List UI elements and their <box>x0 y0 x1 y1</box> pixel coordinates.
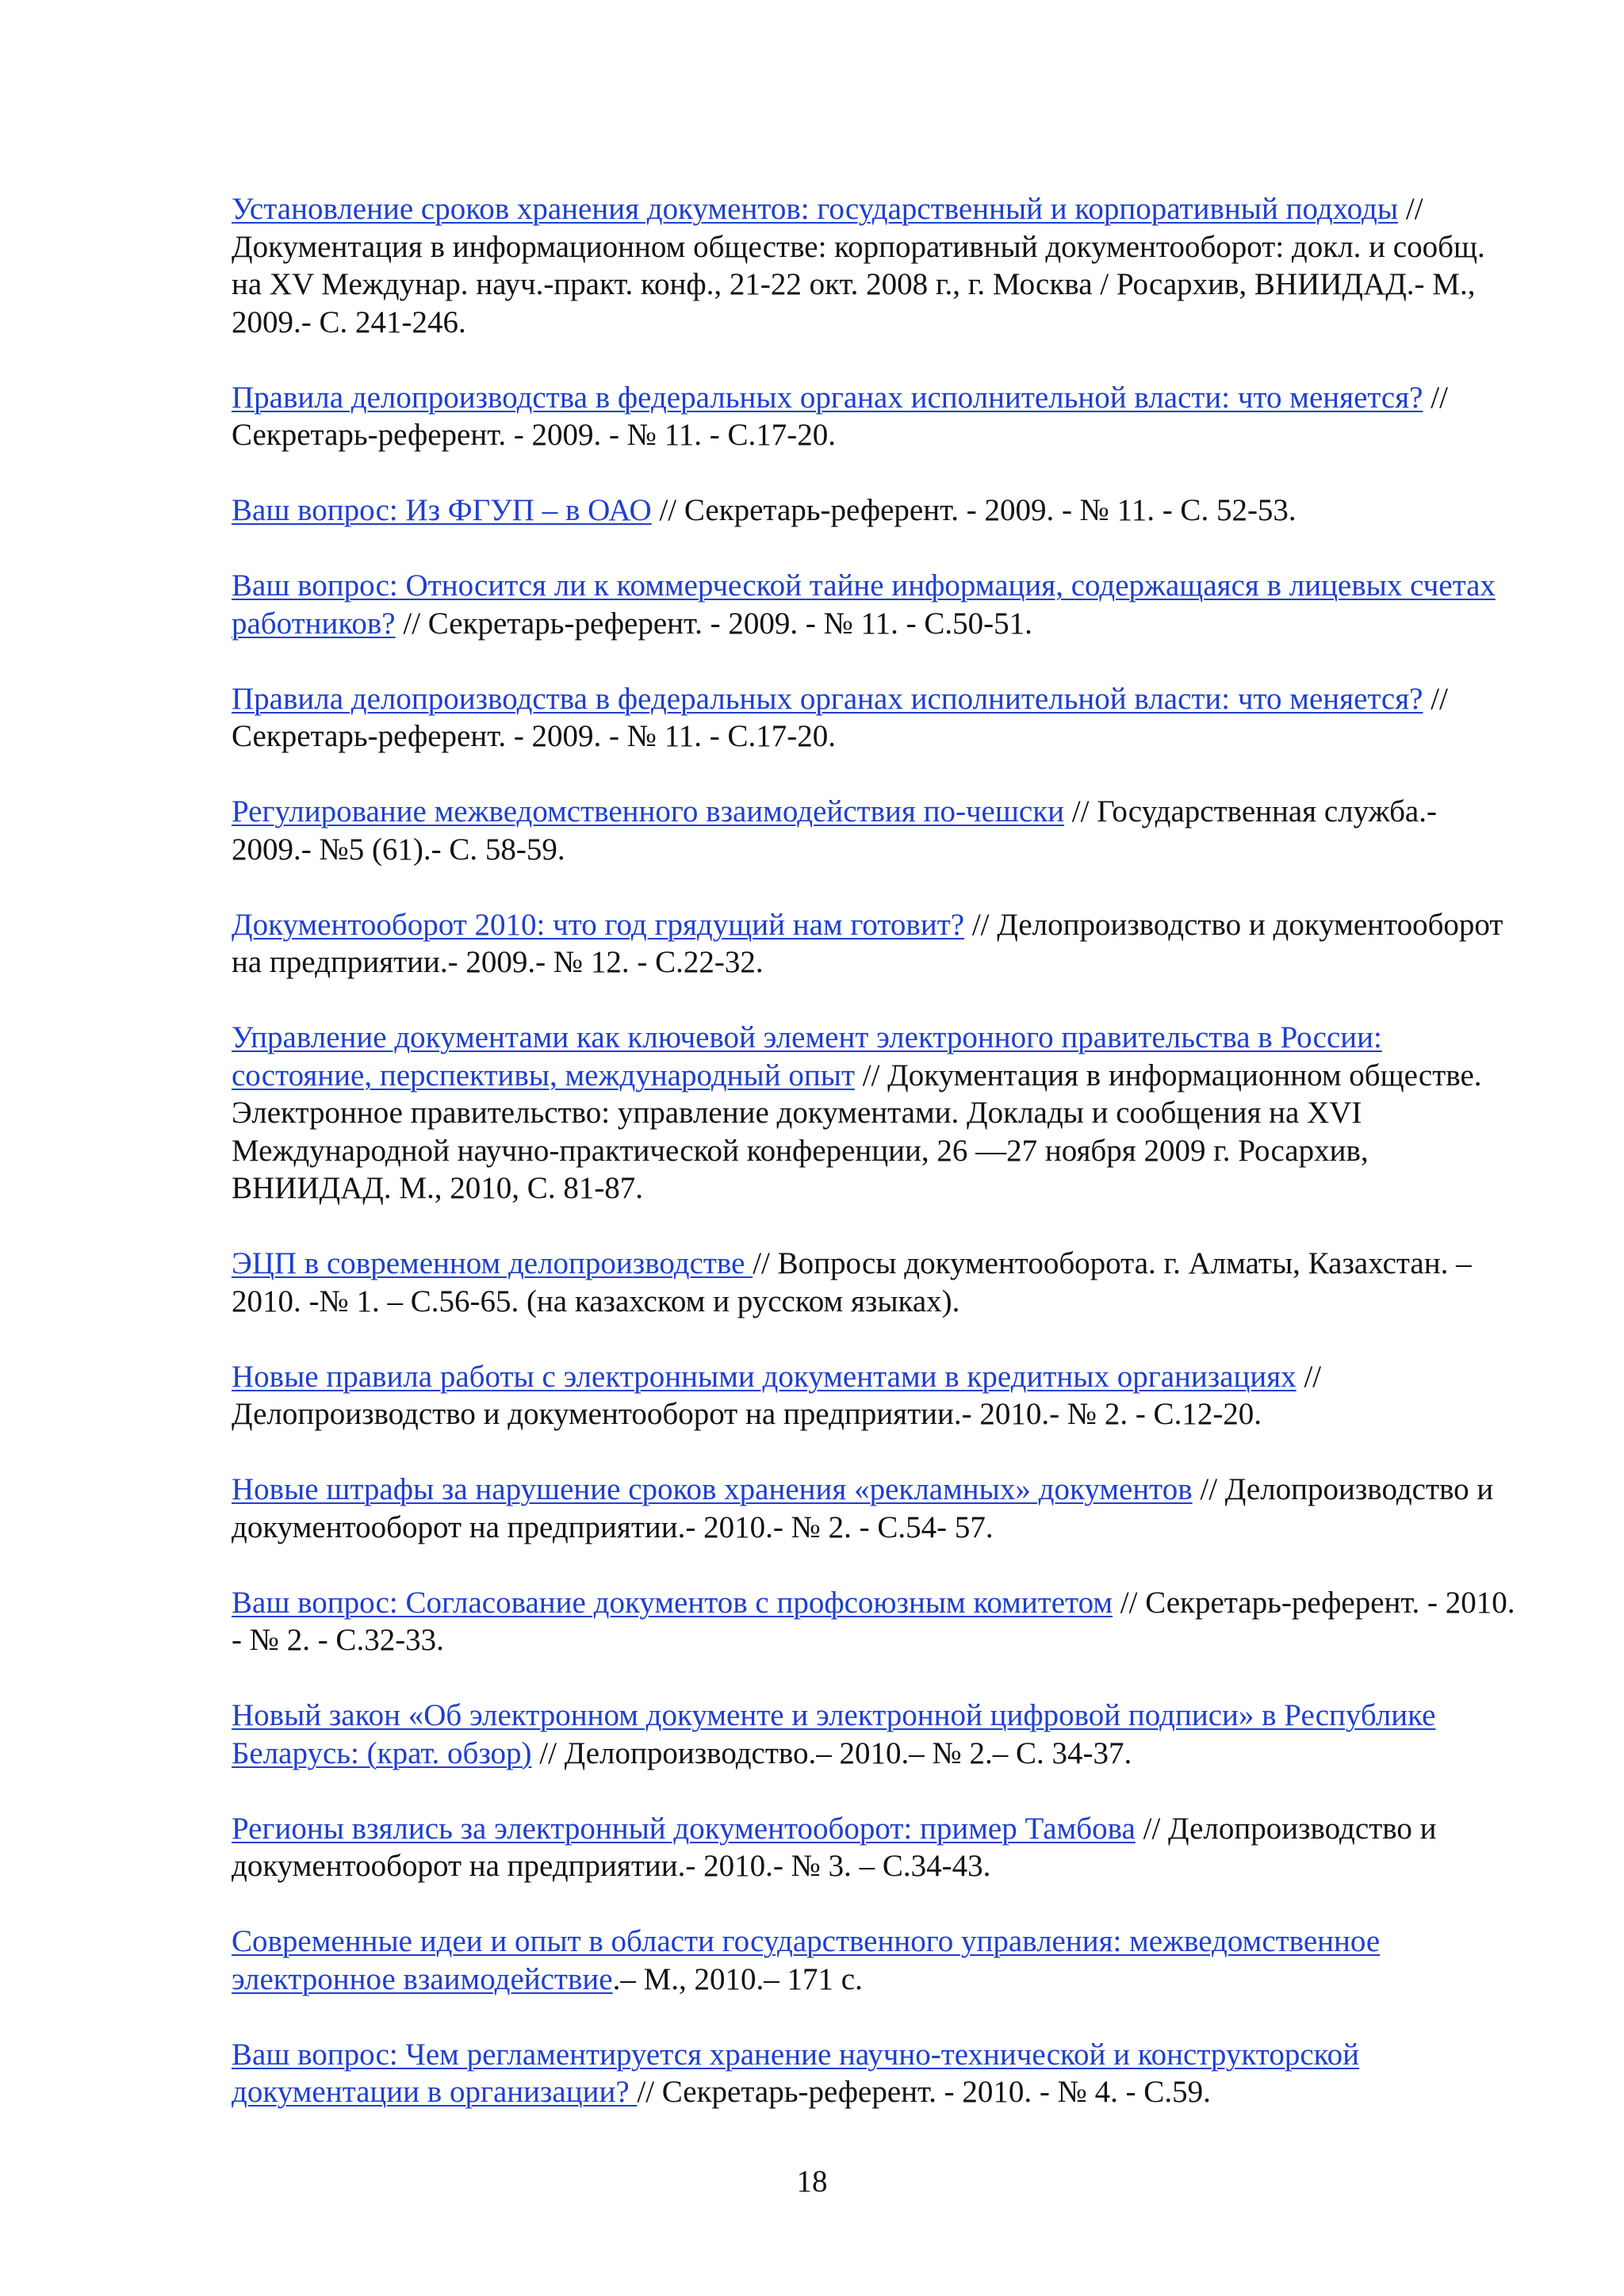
bibliography-entry <box>232 2036 1516 2111</box>
bibliography-entry <box>232 190 1516 341</box>
bibliography-entry <box>232 1358 1516 1433</box>
entry-source: // Делопроизводство и документооборот на предприятии.- 2010.- № 2. - С.54- 57. <box>232 1472 1494 1544</box>
bibliography-entry <box>232 680 1516 756</box>
entry-source: // Секретарь-референт. - 2009. - № 11. - С.17-20. <box>232 380 1448 452</box>
entry-link[interactable]: Новые правила работы с электронными документами в кредитных организациях <box>232 1359 1297 1394</box>
page-number: 18 <box>796 2164 828 2198</box>
entry-source: // Секретарь-референт. - 2010. - № 2. - С.32-33. <box>232 1585 1515 1657</box>
entry-source: // Вопросы документооборота. г. Алматы, Казахстан. – 2010. -№ 1. – С.56-65. (на казахском и русском языках). <box>232 1246 1472 1318</box>
entry-source: // Делопроизводство и документооборот на предприятии.- 2010.- № 2. - С.12-20. <box>232 1359 1322 1431</box>
bibliography-entry <box>232 1471 1516 1546</box>
bibliography-entry <box>232 492 1516 530</box>
entry-link[interactable]: Ваш вопрос: Из ФГУП – в ОАО <box>232 493 652 527</box>
bibliography-entry <box>232 1923 1516 1998</box>
entry-link[interactable]: Регионы взялись за электронный документооборот: пример Тамбова <box>232 1811 1136 1846</box>
entry-source: .– М., 2010.– 171 с. <box>612 1961 863 1996</box>
entry-link[interactable]: Установление сроков хранения документов: государственный и корпоративный подходы <box>232 192 1399 226</box>
entry-link[interactable]: Новый закон «Об электронном документе и электронной цифровой подписи» в Республике Беларусь: (крат. обзор) <box>232 1698 1436 1770</box>
entry-link[interactable]: ЭЦП в современном делопроизводстве <box>232 1246 753 1280</box>
entry-link[interactable]: Правила делопроизводства в федеральных органах исполнительной власти: что меняется? <box>232 681 1423 716</box>
bibliography-entry <box>232 567 1516 642</box>
entry-source: // Делопроизводство и документооборот на предприятии.- 2010.- № 3. – С.34-43. <box>232 1811 1437 1883</box>
entry-source: // Документация в информационном обществе: корпоративный документооборот: докл. и сообщ. на XV Междунар. науч.-практ. конф., 21-22 окт. 2008 г., г. Москва / Росархив, ВНИИДАД.- М., 2009.- С. 241-246. <box>232 192 1485 339</box>
entry-source: // Секретарь-референт. - 2009. - № 11. - С. 52-53. <box>651 493 1297 527</box>
bibliography-entry <box>232 379 1516 454</box>
entry-source: // Государственная служба.- 2009.- №5 (61).- С. 58-59. <box>232 794 1437 867</box>
entry-link[interactable]: Правила делопроизводства в федеральных органах исполнительной власти: что меняется? <box>232 380 1423 415</box>
entry-link[interactable]: Современные идеи и опыт в области государственного управления: межведомственное электронное взаимодействие <box>232 1924 1381 1996</box>
entry-source: // Секретарь-референт. - 2009. - № 11. - С.50-51. <box>395 606 1032 641</box>
entry-link[interactable]: Новые штрафы за нарушение сроков хранения «рекламных» документов <box>232 1472 1193 1506</box>
bibliography-entry <box>232 1019 1516 1207</box>
entry-link[interactable]: Регулирование межведомственного взаимодействия по-чешски <box>232 794 1065 828</box>
entry-link[interactable]: Документооборот 2010: что год грядущий нам готовит? <box>232 907 965 942</box>
bibliography-entry <box>232 1584 1516 1659</box>
entry-link[interactable]: Ваш вопрос: Относится ли к коммерческой тайне информация, содержащаяся в лицевых счетах работников? <box>232 568 1496 641</box>
bibliography-list <box>232 190 1516 2149</box>
entry-link[interactable]: Управление документами как ключевой элемент электронного правительства в России: состояние, перспективы, международный опыт <box>232 1020 1382 1093</box>
bibliography-entry <box>232 1697 1516 1772</box>
entry-link[interactable]: Ваш вопрос: Согласование документов с профсоюзным комитетом <box>232 1585 1113 1620</box>
bibliography-entry <box>232 1245 1516 1320</box>
bibliography-entry <box>232 793 1516 868</box>
entry-source: // Документация в информационном обществе. Электронное правительство: управление документами. Доклады и сообщения на XVI Международной научно-практической конференции, 26 —27 ноября 2009 г. Росархив, ВНИИДАД. М., 2010, С. 81-87. <box>232 1058 1482 1205</box>
entry-source: // Секретарь-референт. - 2009. - № 11. - С.17-20. <box>232 681 1448 753</box>
bibliography-entry <box>232 906 1516 982</box>
entry-source: // Делопроизводство.– 2010.– № 2.– С. 34-37. <box>531 1735 1132 1770</box>
entry-source: // Делопроизводство и документооборот на предприятии.- 2009.- № 12. - С.22-32. <box>232 907 1503 979</box>
bibliography-entry <box>232 1810 1516 1885</box>
entry-source: // Секретарь-референт. - 2010. - № 4. - С.59. <box>637 2075 1211 2109</box>
entry-link[interactable]: Ваш вопрос: Чем регламентируется хранение научно-технической и конструкторской документации в организации? <box>232 2037 1359 2109</box>
